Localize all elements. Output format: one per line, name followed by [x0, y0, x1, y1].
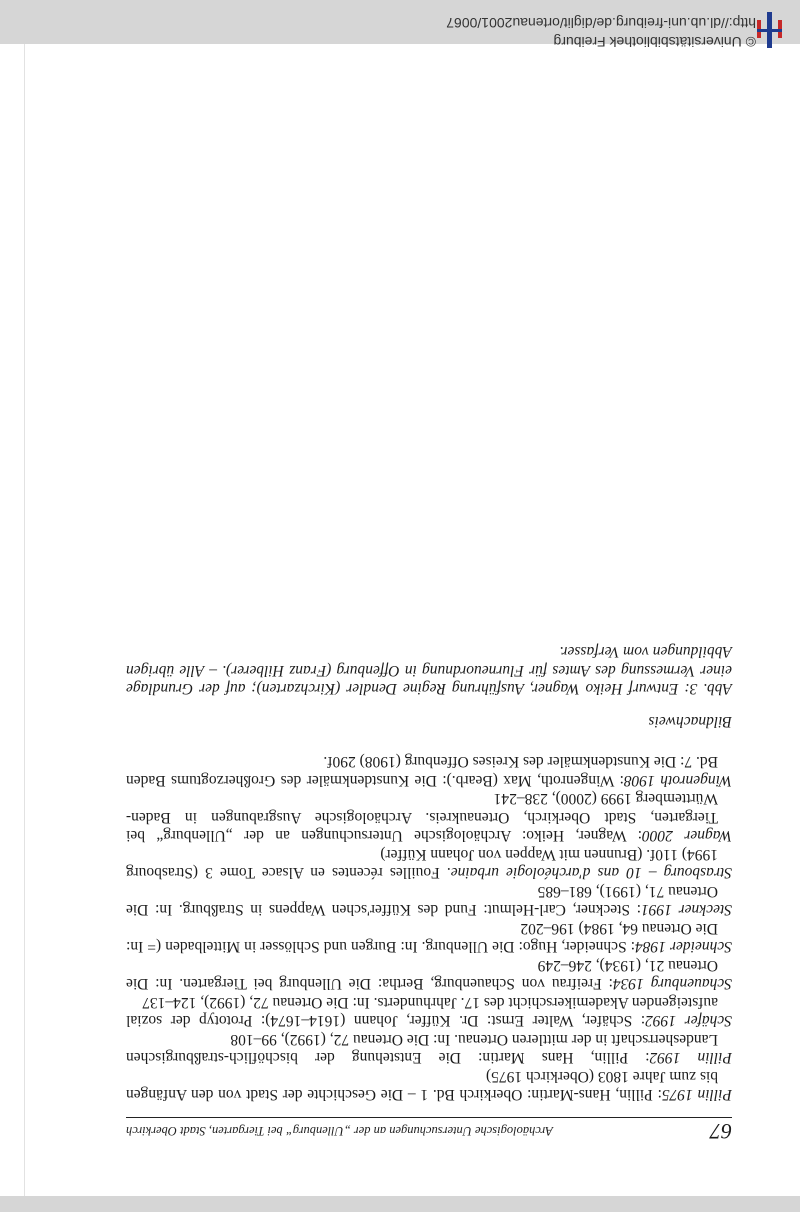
reference-author: Wingenroth 1908 [623, 772, 732, 789]
reference-entry [126, 752, 732, 789]
reference-text: : Wagner, Heiko: Archäologische Untersuchungen an der „Ullenburg“ bei Tiergarten, Stadt Oberkirch, Ortenaukreis. Archäologische Ausgrabungen in Baden-Württemberg 1999 (2000), 238–241 [126, 790, 718, 845]
reference-author: Wagner 2000 [641, 827, 732, 845]
reference-text: : Freifrau von Schauenburg, Bertha: Die Ullenburg bei Tiergarten. In: Die Ortenau 21, (1934), 246–249 [126, 957, 718, 993]
reference-author: Pillin 1975 [661, 1086, 732, 1104]
reference-text: : Pillin, Hans-Martin: Oberkirch Bd. 1 – Die Geschichte der Stadt von den Anfängen bis zum Jahre 1803 (Oberkirch 1975) [126, 1068, 718, 1104]
reference-text: : Schäfer, Walter Ernst: Dr. Küffer, Johann (1614–1674): Prototyp der sozial aufsteigenden Akademikerschicht des 17. Jahrhunderts. In: Die Ortenau 72, (1992), 124–137 [126, 994, 718, 1030]
reference-entry [126, 845, 732, 882]
reference-text: : Pillin, Hans Martin: Die Entstehung der bischöflich-straßburgischen Landesherrschaft in der mittleren Ortenau. In: Die Ortenau 72, (1992), 99–108 [126, 1031, 718, 1067]
reference-author: Schneider 1984 [634, 938, 732, 956]
running-title: Archäologische Untersuchungen an der „Ullenburg“ bei Tiergarten, Stadt Oberkirch [126, 1124, 553, 1138]
reference-author: Pillin 1992 [649, 1049, 732, 1067]
reference-entry [126, 956, 732, 993]
reference-text: : Wingenroth, Max (Bearb.): Die Kunstdenkmäler des Großherzogtums Baden Bd. 7: Die Kunstdenkmäler des Kreises Offenburg (1908) 290f. [126, 753, 718, 789]
viewer-bottom-band [0, 1196, 800, 1212]
reference-entry [126, 789, 732, 845]
reference-list [126, 752, 732, 1104]
reference-author: Strasbourg – 10 ans d'archéologie urbaine [450, 864, 732, 882]
reference-entry [126, 882, 732, 919]
running-header [126, 1118, 732, 1144]
reference-entry [126, 1067, 732, 1104]
reference-entry [126, 993, 732, 1030]
reference-author: Steckner 1991 [641, 901, 732, 919]
page-edge [0, 44, 25, 1196]
credits-caption: Abb. 3: Entwurf Heiko Wagner, Ausführung Regine Dendler (Kirchzarten); auf der Grundlage einer Vermessung des Amtes für Flurneuordnung in Offenburg (Franz Hilberer). – Alle übrigen Abbildungen vom Verfasser. [126, 643, 732, 698]
reference-text: : Steckner, Carl-Helmut: Fund des Küffer'schen Wappens in Straßburg. In: Die Ortenau 71, (1991), 681–685 [126, 883, 718, 919]
credits-heading: Bildnachweis [648, 713, 732, 730]
source-url-link[interactable]: http://dl.ub.uni-freiburg.de/diglit/ortenau2001/0067 [446, 15, 756, 31]
reference-text: : Schneider, Hugo: Die Ullenburg. In: Burgen und Schlösser in Mittelbaden (= In: Die Ortenau 64, 1984) 196–202 [126, 920, 718, 956]
reference-text: . Fouilles récentes en Alsace Tome 3 (Strasbourg 1994) 110f. (Brunnen mit Wappen von Johann Küffer) [126, 846, 718, 882]
reference-entry [126, 1030, 732, 1067]
reference-author: Schauenburg 1934 [612, 975, 732, 993]
reference-author: Schäfer 1992 [645, 1012, 732, 1030]
page-body [126, 642, 732, 1144]
page-number: 67 [710, 1119, 732, 1144]
copyright-text: © Universitätsbibliothek Freiburg [553, 34, 756, 50]
reference-entry [126, 919, 732, 956]
